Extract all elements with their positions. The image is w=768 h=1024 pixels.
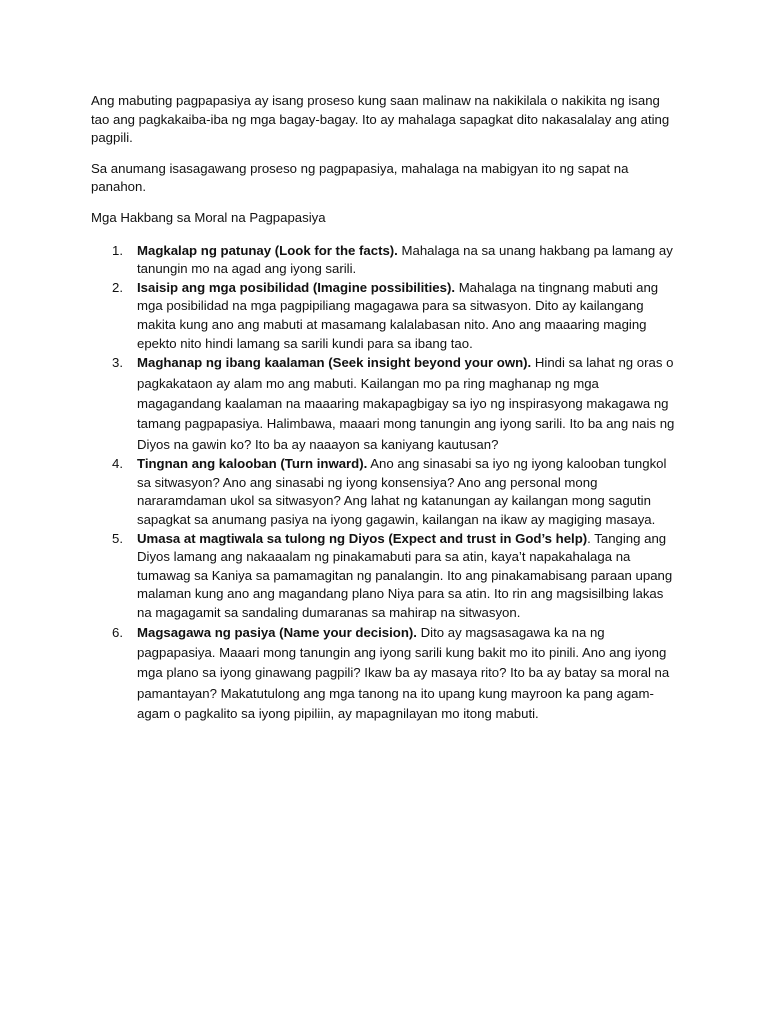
list-item — [91, 242, 681, 279]
list-item-number: 3. — [112, 355, 123, 371]
list-item-number: 1. — [112, 242, 123, 258]
list-item — [91, 279, 681, 353]
list-item — [91, 353, 681, 455]
list-item-title: Isaisip ang mga posibilidad (Imagine possibilities). — [137, 279, 456, 295]
list-item-text: Mahalaga na tingnang mabuti ang mga posibilidad na mga pagpipiliang magagawa para sa sitwasyon. Dito ay kailangang makita kung ano ang mabuti at masamang kalalabasan nito. Ano ang maaaring maging epekto nito hindi lamang sa sarili kundi para sa ibang tao. — [137, 279, 659, 351]
list-item-title: Umasa at magtiwala sa tulong ng Diyos (Expect and trust in God’s help) — [137, 530, 588, 546]
list-item-text: Dito ay magsasagawa ka na ng pagpapasiya. Maaari mong tanungin ang iyong sarili kung bakit mo ito pinili. Ano ang iyong mga plano sa iyong ginawang pagpili? Ikaw ba ay masaya rito? Ito ba ay batay sa moral na pamantayan? Makatutulong ang mga tanong na ito upang kung mayroon ka pang agam-agam o pagkalito sa iyong pipiliin, ay mapagnilayan mo itong mabuti. — [137, 624, 670, 722]
intro-paragraph-1: Ang mabuting pagpapasiya ay isang proseso kung saan malinaw na nakikilala o nakikita ng isang tao ang pagkakaiba-iba ng mga bagay-bagay. Ito ay mahalaga sapagkat dito nakasalalay ang ating pagpili. — [91, 93, 670, 146]
list-item-title: Maghanap ng ibang kaalaman (Seek insight beyond your own). — [137, 355, 532, 371]
list-item-number: 6. — [112, 624, 123, 640]
list-item-title: Magsagawa ng pasiya (Name your decision). — [137, 624, 417, 640]
list-item-number: 4. — [112, 456, 123, 472]
list-item — [91, 623, 681, 725]
list-item-text: Mahalaga na sa unang hakbang pa lamang ay tanungin mo na agad ang iyong sarili. — [137, 242, 673, 277]
list-heading: Mga Hakbang sa Moral na Pagpapasiya — [91, 209, 326, 225]
document-body — [91, 92, 681, 725]
list-item-text: Ano ang sinasabi sa iyo ng iyong kalooban tungkol sa sitwasyon? Ano ang sinasabi ng iyong konsensiya? Ano ang personal mong nararamdaman ukol sa sitwasyon? Ang lahat ng katanungan ay kailangan mong sagutin sapagkat sa anumang pasiya na iyong gagawin, kailangan na ikaw ay magiging masaya. — [137, 456, 667, 527]
intro-paragraph-2: Sa anumang isasagawang proseso ng pagpapasiya, mahalaga na mabigyan ito ng sapat na panahon. — [91, 160, 629, 195]
list-item-text: Hindi sa lahat ng oras o pagkakataon ay alam mo ang mabuti. Kailangan mo pa ring maghanap ng mga magagandang kaalaman na maaaring makapagbigay sa iyo ng inspirasyong makagawa ng tamang pagpapasiya. Halimbawa, maaari mong tanungin ang iyong sarili. Ito ba ang nais ng Diyos na gawin ko? Ito ba ay naaayon sa kaniyang kautusan? — [137, 355, 675, 452]
steps-list — [91, 242, 681, 725]
list-item — [91, 455, 681, 529]
list-item-number: 5. — [112, 530, 123, 546]
list-item — [91, 530, 681, 623]
list-item-text: . Tanging ang Diyos lamang ang nakaaalam ng pinakamabuti para sa atin, kaya’t napakahalaga na tumawag sa Kaniya sa pamamagitan ng panalangin. Ito ang pinakamabisang paraan upang malaman kung ano ang magandang plano Niya para sa atin. Ito rin ang magsisilbing lakas na magagamit sa sandaling dumaranas sa mahirap na sitwasyon. — [137, 530, 673, 620]
list-item-number: 2. — [112, 279, 123, 295]
list-item-title: Tingnan ang kalooban (Turn inward). — [137, 456, 368, 472]
list-item-title: Magkalap ng patunay (Look for the facts). — [137, 242, 398, 258]
